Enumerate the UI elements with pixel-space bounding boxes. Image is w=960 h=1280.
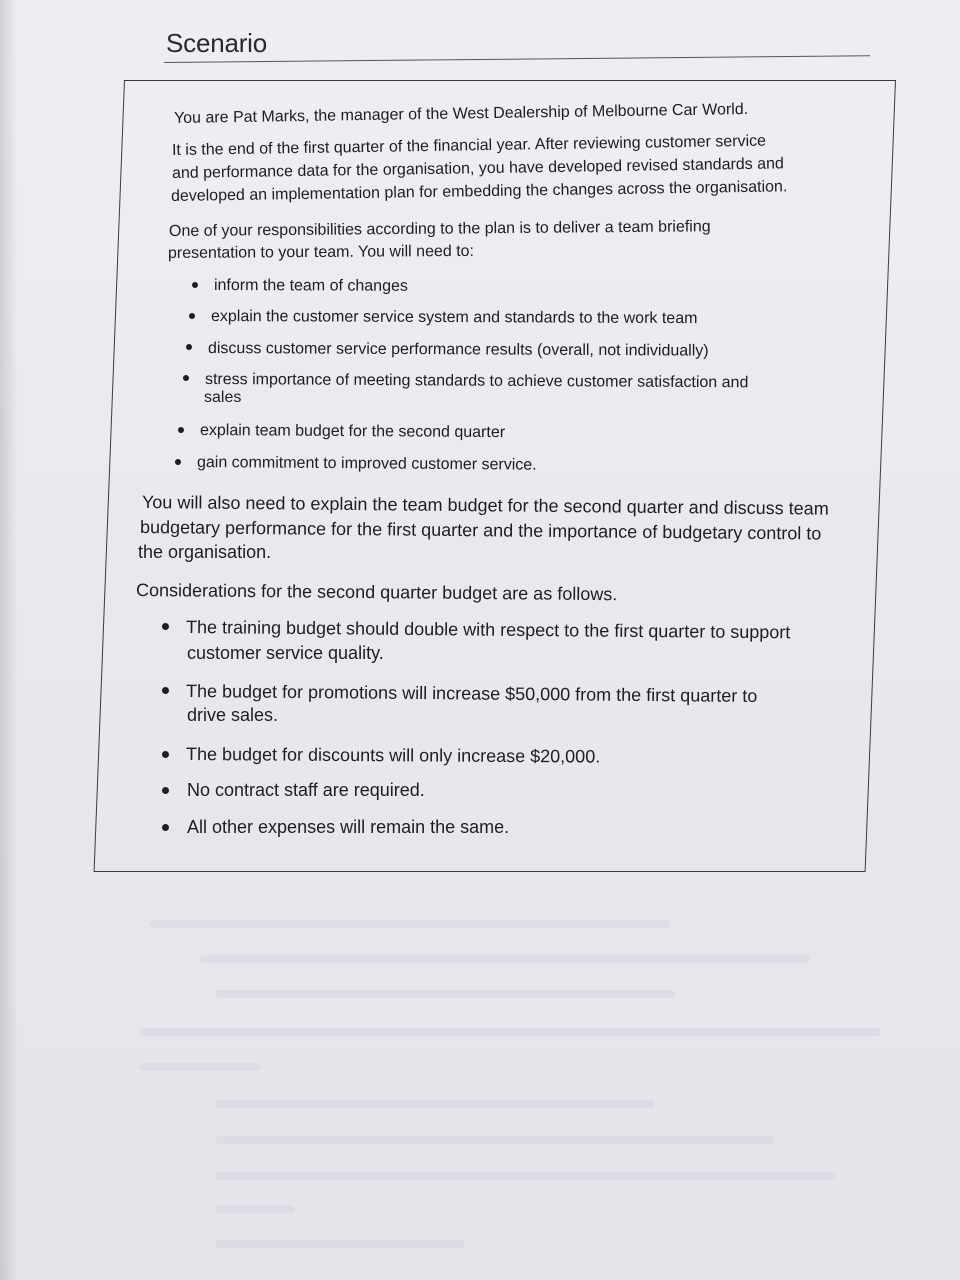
paragraph-3-line-3: the organisation. [138, 542, 272, 562]
task-item: gain commitment to improved customer service. [196, 454, 537, 474]
paragraph-2-line-1: One of your responsibilities according to the plan is to deliver a team briefing [168, 218, 711, 240]
bullet-icon [183, 375, 189, 381]
consideration-item-continuation: drive sales. [187, 705, 279, 725]
task-item: stress importance of meeting standards to achieve customer satisfaction and [204, 371, 749, 392]
consideration-item: The training budget should double with respect to the first quarter to support [185, 617, 791, 643]
bullet-icon [175, 459, 181, 465]
paragraph-1-line-3: developed an implementation plan for embedding the changes across the organisation. [170, 178, 788, 205]
paragraph-1-line-2: and performance data for the organisation, you have developed revised standards and [171, 155, 785, 182]
consideration-item: The budget for promotions will increase $50,000 from the first quarter to [185, 681, 758, 706]
task-item: inform the team of changes [213, 277, 408, 295]
consideration-item: The budget for discounts will only increase $20,000. [185, 744, 601, 767]
task-item: explain team budget for the second quarter [199, 422, 506, 442]
consideration-item: All other expenses will remain the same. [187, 817, 510, 837]
bullet-icon [178, 427, 184, 433]
bullet-icon [162, 687, 169, 694]
bullet-icon [162, 623, 169, 630]
consideration-item: No contract staff are required. [187, 780, 425, 800]
paragraph-3-line-1: You will also need to explain the team budget for the second quarter and discuss team [141, 492, 829, 519]
bullet-icon [162, 787, 169, 794]
considerations-intro: Considerations for the second quarter budget are as follows. [135, 580, 618, 605]
page-edge-shadow [0, 0, 18, 1280]
bullet-icon [189, 313, 195, 319]
paragraph-1-line-1: It is the end of the first quarter of the financial year. After reviewing customer service [171, 132, 767, 159]
bullet-icon [186, 344, 192, 350]
bullet-icon [162, 751, 169, 758]
consideration-item-continuation: customer service quality. [187, 643, 384, 663]
title-underline [164, 55, 870, 63]
intro-text: You are Pat Marks, the manager of the West Dealership of Melbourne Car World. [173, 100, 749, 127]
paragraph-2-line-2: presentation to your team. You will need to: [167, 242, 475, 262]
task-item: explain the customer service system and standards to the work team [210, 308, 698, 328]
task-item-continuation: sales [204, 389, 242, 406]
bullet-icon [192, 282, 198, 288]
paragraph-3-line-2: budgetary performance for the first quarter and the importance of budgetary control to [139, 517, 822, 544]
bullet-icon [162, 824, 169, 831]
task-item: discuss customer service performance results (overall, not individually) [207, 340, 709, 360]
section-title: Scenario [166, 28, 268, 58]
